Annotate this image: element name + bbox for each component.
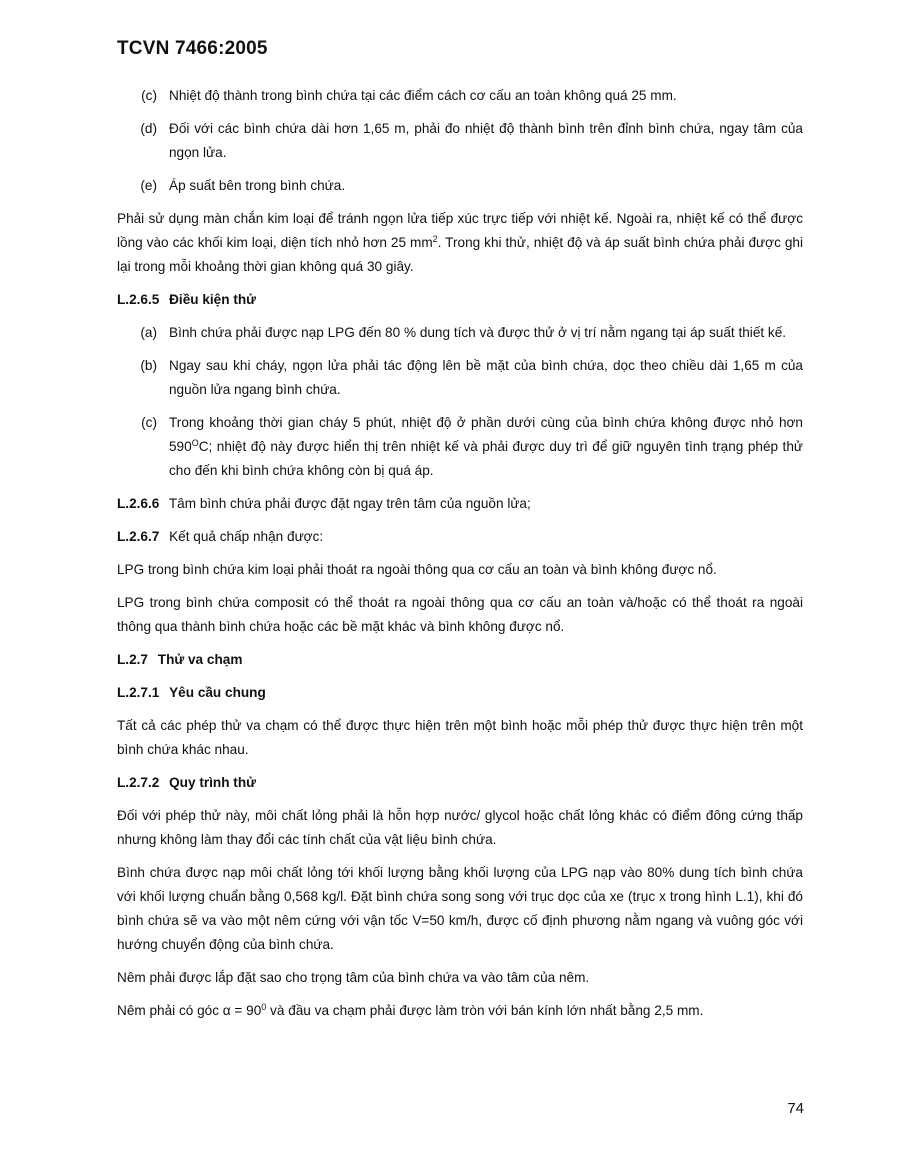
section-title: Kết quả chấp nhận được: — [169, 529, 324, 544]
section-heading-l267 — [117, 525, 803, 549]
list-item-label: (c) — [141, 88, 157, 103]
paragraph-text: . Trong khi thử, nhiệt độ và áp suất bình chứa phải được ghi lại trong mỗi khoảng thời gian không quá 30 giây. — [117, 235, 803, 274]
paragraph-272b: Bình chứa được nạp môi chất lỏng tới khối lượng bằng khối lượng của LPG nạp vào 80% dung tích bình chứa với khối lượng chuẩn bằng 0,568 kg/l. Đặt bình chứa song song với trục dọc của xe (trục x trong hình L.1), khi đó bình chứa sẽ va vào một nêm cứng với vận tốc V=50 km/h, được cố định phương nằm ngang và vuông góc với hướng chuyển động của bình chứa. — [117, 865, 803, 952]
superscript: 0 — [261, 1002, 267, 1012]
document-body — [117, 84, 803, 1032]
list-item-label: (c) — [141, 415, 157, 430]
list-item-text: Trong khoảng thời gian cháy 5 phút, nhiệt độ ở phần dưới cùng của bình chứa không được nhỏ hơn 590 — [169, 415, 803, 454]
section-title: Tâm bình chứa phải được đặt ngay trên tâm của nguồn lửa; — [168, 496, 531, 511]
list-item-label: (b) — [140, 358, 157, 373]
paragraph-272c: Nêm phải được lắp đặt sao cho trọng tâm của bình chứa va vào tâm của nêm. — [117, 970, 590, 985]
list-item-text: C; nhiệt độ này được hiển thị trên nhiệt kế và phải được duy trì để giữ nguyên tình trạng phép thử cho đến khi bình chứa không còn bị quá áp. — [169, 439, 803, 478]
list-item — [117, 117, 803, 165]
list-item-label: (a) — [140, 325, 157, 340]
section-number: L.2.6.6 — [117, 496, 160, 511]
section-number: L.2.7 — [117, 652, 148, 667]
paragraph-text: Phải sử dụng màn chắn kim loại để tránh ngọn lửa tiếp xúc trực tiếp với nhiệt kế. Ngoài ra, nhiệt kế có thể được lồng vào các khối kim loại, diện tích nhỏ hơn 25 mm — [117, 211, 803, 250]
list-item-text: Đối với các bình chứa dài hơn 1,65 m, phải đo nhiệt độ thành bình trên đỉnh bình chứa, ngay tâm của ngọn lửa. — [169, 121, 803, 160]
section-number: L.2.7.2 — [117, 775, 160, 790]
paragraph-composite: LPG trong bình chứa composit có thể thoát ra ngoài thông qua cơ cấu an toàn và/hoặc có thể thoát ra ngoài thông qua thành bình chứa hoặc các bề mặt khác và bình không được nổ. — [117, 595, 803, 634]
list-item-label: (e) — [140, 178, 157, 193]
list-item-text: Bình chứa phải được nạp LPG đến 80 % dung tích và được thử ở vị trí nằm ngang tại áp suất thiết kế. — [169, 325, 787, 340]
section-title: Quy trình thử — [169, 775, 256, 790]
paragraph-shield — [117, 207, 803, 279]
section-heading-l27 — [117, 648, 803, 672]
section-number: L.2.6.5 — [117, 292, 160, 307]
section-title: Điều kiện thử — [169, 292, 256, 307]
page-number: 74 — [787, 1100, 804, 1117]
list-item-text: Nhiệt độ thành trong bình chứa tại các điểm cách cơ cấu an toàn không quá 25 mm. — [169, 88, 677, 103]
section-number: L.2.7.1 — [117, 685, 160, 700]
section-title: Thử va chạm — [157, 652, 243, 667]
paragraph-271: Tất cả các phép thử va chạm có thể được thực hiện trên một bình hoặc mỗi phép thử được thực hiện trên một bình chứa khác nhau. — [117, 718, 803, 757]
section-number: L.2.6.7 — [117, 529, 160, 544]
list-item — [117, 354, 803, 402]
list-item — [117, 411, 803, 483]
section-heading-l271 — [117, 681, 803, 705]
paragraph-272a: Đối với phép thử này, môi chất lỏng phải là hỗn hợp nước/ glycol hoặc chất lỏng khác có điểm đông cứng thấp nhưng không làm thay đổi các tính chất của vật liệu bình chứa. — [117, 808, 803, 847]
paragraph-metal: LPG trong bình chứa kim loại phải thoát ra ngoài thông qua cơ cấu an toàn và bình không được nổ. — [117, 562, 717, 577]
list-item-label: (d) — [140, 121, 157, 136]
list-item — [117, 174, 803, 198]
section-title: Yêu cầu chung — [169, 685, 266, 700]
section-heading-l272 — [117, 771, 803, 795]
list-item — [117, 321, 803, 345]
list-item-text: Ngay sau khi cháy, ngọn lửa phải tác động lên bề mặt của bình chứa, dọc theo chiều dài 1,65 m của nguồn lửa ngang bình chứa. — [169, 358, 803, 397]
document-header: TCVN 7466:2005 — [117, 38, 268, 59]
superscript: O — [191, 438, 199, 448]
paragraph-text: Nêm phải có góc α = 90 — [117, 1003, 262, 1018]
section-heading-l266 — [117, 492, 803, 516]
section-heading-l265 — [117, 288, 803, 312]
paragraph-272d — [117, 999, 803, 1023]
superscript: 2 — [432, 234, 438, 244]
list-item — [117, 84, 803, 108]
list-item-text: Áp suất bên trong bình chứa. — [169, 178, 346, 193]
paragraph-text: và đầu va chạm phải được làm tròn với bán kính lớn nhất bằng 2,5 mm. — [266, 1003, 704, 1018]
